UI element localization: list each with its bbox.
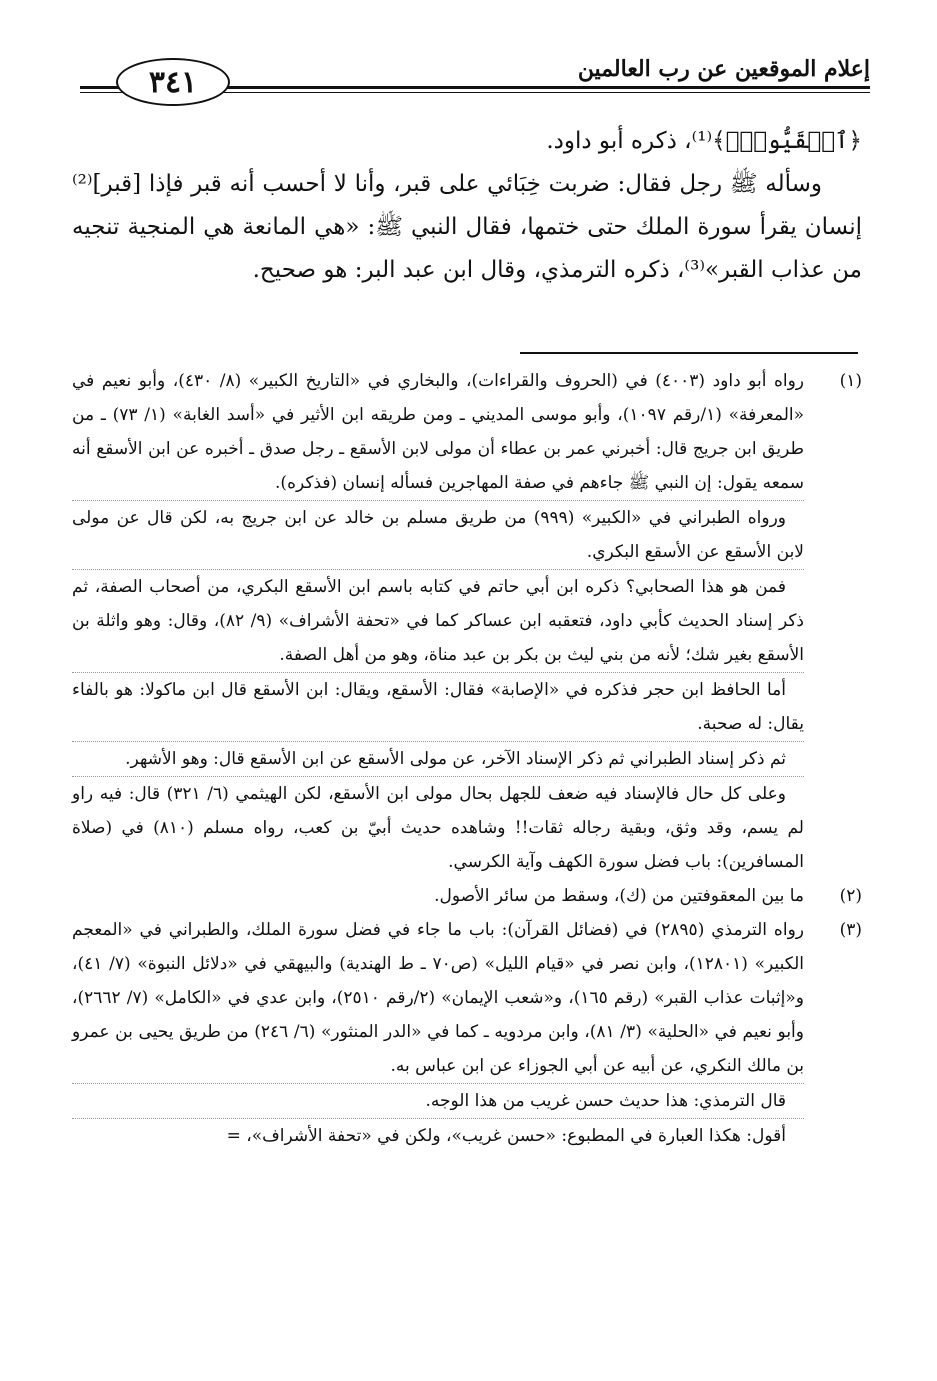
main-paragraph: وسأله ﷺ رجل فقال: ضربت خِبَائي على قبر، وأنا لا أحسب أنه قبر فإذا [قبر]⁽²⁾ إنسان يقرأ سورة الملك حتى ختمها، فقال النبي ﷺ: «هي المانعة هي المنجية تنجيه من عذاب القبر»⁽³⁾، ذكره الترمذي، وقال ابن عبد البر: هو صحيح. (72, 171, 862, 283)
footnote (72, 879, 862, 913)
footnote-paragraph: أقول: هكذا العبارة في المطبوع: «حسن غريب»، ولكن في «تحفة الأشراف»، = (72, 1118, 804, 1153)
footnotes (72, 364, 862, 1153)
footnote-number: (١) (839, 371, 862, 391)
footnote-body (72, 913, 804, 1153)
footnote-body (72, 364, 804, 879)
page-number: ٣٤١ (116, 58, 230, 106)
footnote-paragraph: ما بين المعقوفتين من (ك)، وسقط من سائر الأصول. (434, 886, 804, 906)
footnote-divider (520, 352, 858, 354)
running-title: إعلام الموقعين عن رب العالمين (577, 56, 870, 82)
footnote-paragraph: أما الحافظ ابن حجر فذكره في «الإصابة» فقال: الأسقع، ويقال: ابن الأسقع قال ابن ماكولا: هو بالفاء يقال: له صحبة. (72, 672, 804, 741)
footnote-paragraph: رواه أبو داود (٤٠٠٣) في (الحروف والقراءات)، والبخاري في «التاريخ الكبير» (٨/ ٤٣٠)، وأبو نعيم في «المعرفة» (١/رقم ١٠٩٧)، وأبو موسى المديني ـ ومن طريقه ابن الأثير في «أسد الغابة» (١/ ٧٣) ـ من طريق ابن جريج قال: أخبرني عمر بن عطاء أن مولى لابن الأسقع ـ رجل صدق ـ أخبره عن ابن الأسقع أنه سمعه يقول: إن النبي ﷺ جاءهم في صفة المهاجرين فسأله إنسان (فذكره). (72, 371, 805, 493)
page-header (80, 50, 870, 110)
footnote-paragraph: ثم ذكر إسناد الطبراني ثم ذكر الإسناد الآخر، عن مولى الأسقع عن ابن الأسقع قال: وهو الأشهر. (72, 741, 804, 776)
main-paragraph: ﴿ٱلۡقَيُّومُۚ﴾⁽¹⁾، ذكره أبو داود. (546, 128, 862, 154)
footnote-body (72, 879, 804, 913)
main-text (72, 120, 862, 292)
footnote-paragraph: رواه الترمذي (٢٨٩٥) في (فضائل القرآن): باب ما جاء في فضل سورة الملك، والطبراني في «المعجم الكبير» (١٢٨٠١)، وابن نصر في «قيام الليل» (ص٧٠ ـ ط الهندية) والبيهقي في «دلائل النبوة» (٧/ ٤١)، و«إثبات عذاب القبر» (رقم ١٦٥)، و«شعب الإيمان» (٢/رقم ٢٥١٠)، وابن عدي في «الكامل» (٧/ ٢٦٦٢)، وأبو نعيم في «الحلية» (٣/ ٨١)، وابن مردويه ـ كما في «الدر المنثور» (٦/ ٢٤٦) من طريق يحيى بن عمرو بن مالك النكري، عن أبيه عن أبي الجوزاء عن ابن عباس به. (72, 920, 805, 1076)
footnote (72, 913, 862, 1153)
footnote-paragraph: ورواه الطبراني في «الكبير» (٩٩٩) من طريق مسلم بن خالد عن ابن جريج به، لكن قال عن مولى لابن الأسقع عن الأسقع البكري. (72, 500, 804, 569)
footnote-paragraph: وعلى كل حال فالإسناد فيه ضعف للجهل بحال مولى ابن الأسقع، لكن الهيثمي (٦/ ٣٢١) قال: فيه راو لم يسم، وقد وثق، وبقية رجاله ثقات!! وشاهده حديث أبيّ بن كعب، رواه مسلم (٨١٠) في (صلاة المسافرين): باب فضل سورة الكهف وآية الكرسي. (72, 776, 804, 879)
footnote-paragraph: فمن هو هذا الصحابي؟ ذكره ابن أبي حاتم في كتابه باسم ابن الأسقع البكري، من أصحاب الصفة، ثم ذكر إسناد الحديث كأبي داود، فتعقبه ابن عساكر كما في «تحفة الأشراف» (٩/ ٨٢)، وقال: وهو واثلة بن الأسقع بغير شك؛ لأنه من بني ليث بن بكر بن عبد مناة، وهو من أهل الصفة. (72, 569, 804, 672)
footnote (72, 364, 862, 879)
footnote-number: (٣) (839, 920, 862, 940)
footnote-number: (٢) (839, 886, 862, 906)
footnote-paragraph: قال الترمذي: هذا حديث حسن غريب من هذا الوجه. (72, 1083, 804, 1118)
